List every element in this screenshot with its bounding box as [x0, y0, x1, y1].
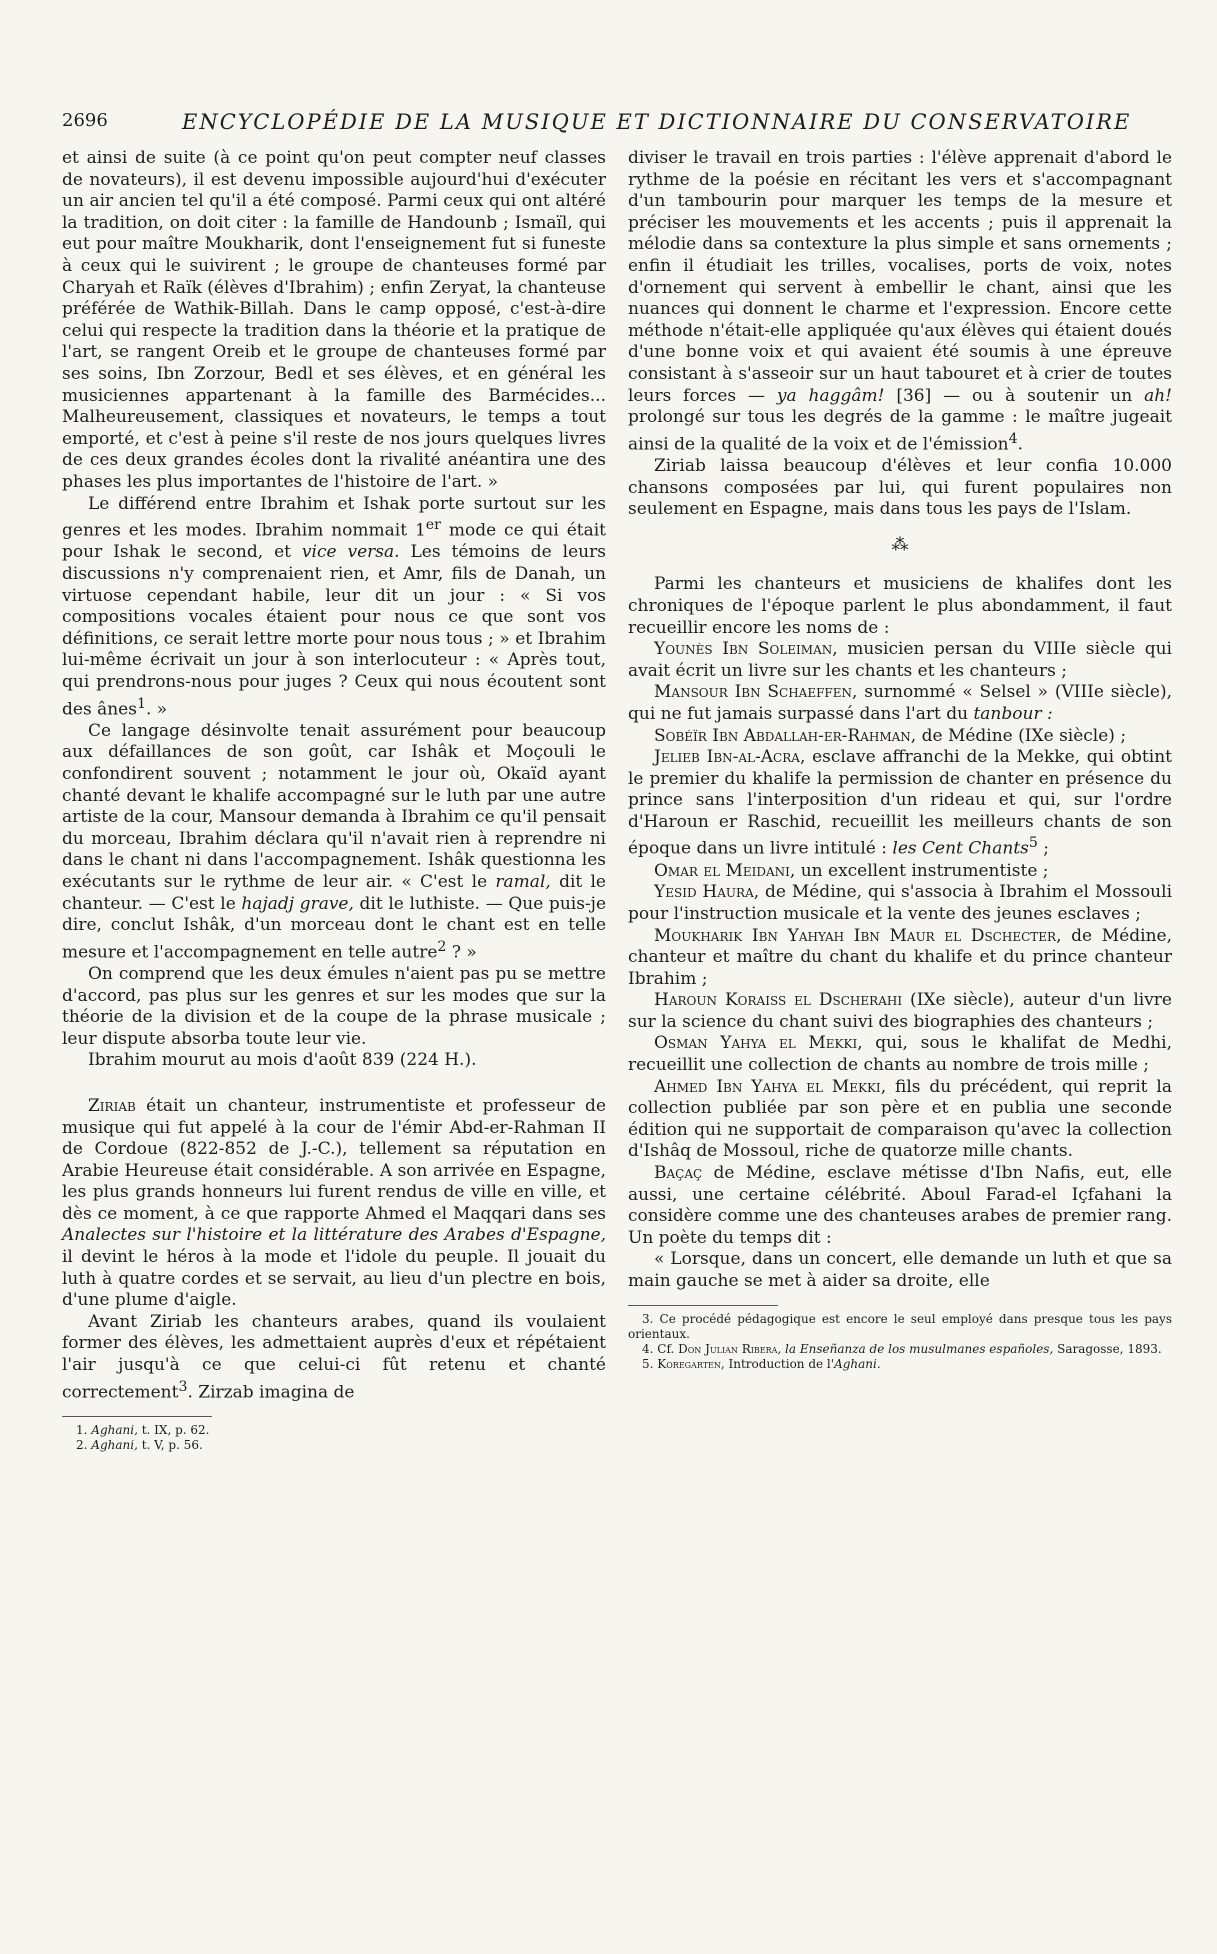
- running-title: ENCYCLOPÉDIE DE LA MUSIQUE ET DICTIONNAIRE DU CONSERVATOIRE: [182, 110, 1132, 134]
- footnote-ref: 5: [1028, 835, 1038, 852]
- footnote-ref: 3: [178, 1378, 188, 1395]
- list-item: Mansour Ibn Schaeffen, surnommé « Selsel » (VIIIe siècle), qui ne fut jamais surpassé dans l'art du tanbour :: [628, 682, 1172, 724]
- footnote: 5. Koregarten, Introduction de l'Aghani.: [642, 1356, 881, 1371]
- right-column: [628, 148, 1172, 1372]
- list-item: Osman Yahya el Mekki, qui, sous le khalifat de Medhi, recueillit une collection de chants au nombre de trois mille ;: [628, 1033, 1172, 1076]
- paragraph: Avant Ziriab les chanteurs arabes, quand ils voulaient former des élèves, les admettaient auprès d'eux et répétaient l'air jusqu'à ce que celui-ci fût retenu et chanté correctement$^3$. Zirzab imagina de: [62, 1311, 606, 1403]
- list-item: Omar el Meidani, un excellent instrumentiste ;: [654, 860, 1049, 881]
- list-item: Moukharik Ibn Yahyah Ibn Maur el Dschecter, de Médine, chanteur et maître du chant du khalife et du prince chanteur Ibrahim ;: [628, 925, 1172, 989]
- paragraph: Le différend entre Ibrahim et Ishak porte surtout sur les genres et les modes. Ibrahim nommait 1er mode ce qui était pour Ishak le second, et vice versa. Les témoins de leurs discussions n'y comprenaient rien, et Amr, fils de Danah, un virtuose cependant habile, leur dit un jour : « Si vos compositions vocales étaient pour nous ce que sont vos définitions, ce serait lettre morte pour nous tous ; » et Ibrahim lui-même écrivait un jour à son interlocuteur : « Après tout, qui prendrons-nous pour juges ? Ceux qui nous écoutent sont des ânes$^1$. »: [62, 493, 606, 720]
- paragraph: « Lorsque, dans un concert, elle demande un luth et que sa main gauche se met à aider sa droite, elle: [628, 1249, 1172, 1291]
- paragraph: et ainsi de suite (à ce point qu'on peut compter neuf classes de novateurs), il est devenu impossible aujourd'hui d'exécuter un air ancien tel qu'il a été composé. Parmi ceux qui ont altéré la tradition, on doit citer : la famille de Handounb ; Ismaïl, qui eut pour maître Moukharik, dont l'enseignement fut si funeste à ceux qui le suivirent ; le groupe de chanteuses formé par Charyah et Raïk (élèves d'Ibrahim) ; enfin Zeryat, la chanteuse préférée de Wathik-Billah. Dans le camp opposé, c'est-à-dire celui qui respecte la tradition dans la théorie et la pratique de l'art, se rangent Oreib et le groupe de chanteuses formé par ses soins, Ibn Zorzour, Bedl et ses élèves, et en général les musiciennes appartenant à la famille des Barmécides... Malheureusement, classiques et novateurs, le temps a tout emporté, et c'est à peine s'il reste de nos jours quelques livres de ces deux grandes écoles dont la rivalité anéantira une des phases les plus importantes de l'histoire de l'art. »: [62, 148, 606, 492]
- paragraph: On comprend que les deux émules n'aient pas pu se mettre d'accord, pas plus sur les genres et sur les modes que sur la théorie de la division et de la coupe de la phrase musicale ; leur dispute absorba toute leur vie.: [62, 963, 606, 1049]
- list-item: Ahmed Ibn Yahya el Mekki, fils du précédent, qui reprit la collection publiée par son père et en publia une seconde édition qui ne supportait de comparaison qu'avec la collection d'Ishâq de Mossoul, riche de quatorze mille chants.: [628, 1076, 1172, 1162]
- paragraph: Parmi les chanteurs et musiciens de khalifes dont les chroniques de l'époque parlent le plus abondamment, il faut recueillir encore les noms de :: [628, 574, 1172, 638]
- list-item: Sobéïr Ibn Abdallah-er-Rahman, de Médine (IXe siècle) ;: [654, 725, 1127, 746]
- footnote: 1. Aghani, t. IX, p. 62.: [76, 1422, 210, 1437]
- left-column: [62, 148, 606, 1453]
- list-item: Haroun Koraiss el Dscherahi (IXe siècle), auteur d'un livre sur la science du chant suivi des biographies des chanteurs ;: [628, 990, 1172, 1032]
- list-item: Yesid Haura, de Médine, qui s'associa à Ibrahim el Mossouli pour l'instruction musicale et la vente des jeunes esclaves ;: [628, 882, 1172, 924]
- footnote-ref: 1: [136, 695, 146, 712]
- paragraph: Ibrahim mourut au mois d'août 839 (224 H.).: [88, 1050, 477, 1071]
- footnote-ref: 2: [437, 938, 447, 955]
- section-break-asterism: ⁂: [891, 534, 909, 555]
- footnote: 3. Ce procédé pédagogique est encore le seul employé dans presque tous les pays orientaux.: [628, 1311, 1172, 1341]
- footnote-rule: [62, 1416, 212, 1417]
- list-item: Baçaç de Médine, esclave métisse d'Ibn Nafis, eut, elle aussi, une certaine célébrité. Aboul Farad-el Içfahani la considère comme une des chanteuses arabes de premier rang. Un poète du temps dit :: [628, 1163, 1172, 1248]
- paragraph: Ziriab était un chanteur, instrumentiste et professeur de musique qui fut appelé à la cour de l'émir Abd-er-Rahman II de Cordoue (822-852 de J.-C.), tellement sa réputation en Arabie Heureuse était considérable. A son arrivée en Espagne, les plus grands honneurs lui furent rendus de ville en ville, et dès ce moment, à ce que rapporte Ahmed el Maqqari dans ses Analectes sur l'histoire et la littérature des Arabes d'Espagne, il devint le héros à la mode et l'idole du peuple. Il jouait du luth à quatre cordes et se servait, au lieu d'un plectre en bois, d'une plume d'aigle.: [62, 1095, 606, 1311]
- page-header: [62, 110, 1182, 138]
- footnote: 2. Aghani, t. V, p. 56.: [76, 1437, 203, 1452]
- footnote-ref: 4: [1008, 430, 1018, 447]
- paragraph: Ce langage désinvolte tenait assurément pour beaucoup aux défaillances de son goût, car Ishâk et Moçouli le confondirent souvent ; notamment le jour où, Okaïd ayant chanté devant le khalife accompagné sur le luth par une autre artiste de la cour, Mansour demanda à Ibrahim ce qu'il pensait du morceau, Ibrahim déclara qu'il n'avait rien à reprendre ni dans le chant ni dans l'accompagnement. Ishâk questionna les exécutants sur le rythme de leur air. « C'est le ramal, dit le chanteur. — C'est le hajadj grave, dit le luthiste. — Que puis-je dire, conclut Ishâk, d'un morceau dont le chant est en telle mesure et l'accompagnement en telle autre$^2$ ? »: [62, 720, 607, 963]
- footnote-rule: [628, 1305, 778, 1306]
- paragraph: Ziriab laissa beaucoup d'élèves et leur confia 10.000 chansons composées par lui, qui furent populaires non seulement en Espagne, mais dans tous les pays de l'Islam.: [628, 455, 1172, 520]
- paragraph: diviser le travail en trois parties : l'élève apprenait d'abord le rythme de la poésie en récitant les vers et s'accompagnant d'un tambourin pour marquer les temps de la mesure et préciser les mouvements et les accents ; puis il apprenait la mélodie dans sa contexture la plus simple et sans ornements ; enfin il étudiait les trilles, vocalises, ports de voix, notes d'ornement qui servent à embellir le chant, ainsi que les nuances qui donnent le charme et l'expression. Encore cette méthode n'était-elle appliquée qu'aux élèves qui étaient doués d'une bonne voix et qui avaient été soumis à une épreuve consistant à s'asseoir sur un haut tabouret et à crier de toutes leurs forces — ya haggâm! [36] — ou à soutenir un ah! prolongé sur tous les degrés de la gamme : le maître jugeait ainsi de la qualité de la voix et de l'émission$^4$.: [628, 148, 1172, 455]
- list-item: Jelieb Ibn-al-Acra, esclave affranchi de la Mekke, qui obtint le premier du khalife la permission de chanter en présence du prince sans l'interposition d'un rideau et qui, sur l'ordre d'Haroun er Raschid, recueillit les meilleurs chants de son époque dans un livre intitulé : les Cent Chants$^5$ ;: [628, 747, 1172, 860]
- footnote: 4. Cf. Don Julian Ribera, la Enseñanza de los musulmanes españoles, Saragosse, 1893.: [642, 1341, 1162, 1356]
- list-item: Younès Ibn Soleiman, musicien persan du VIIIe siècle qui avait écrit un livre sur les chants et les chanteurs ;: [628, 639, 1172, 681]
- page-number: 2696: [62, 110, 108, 131]
